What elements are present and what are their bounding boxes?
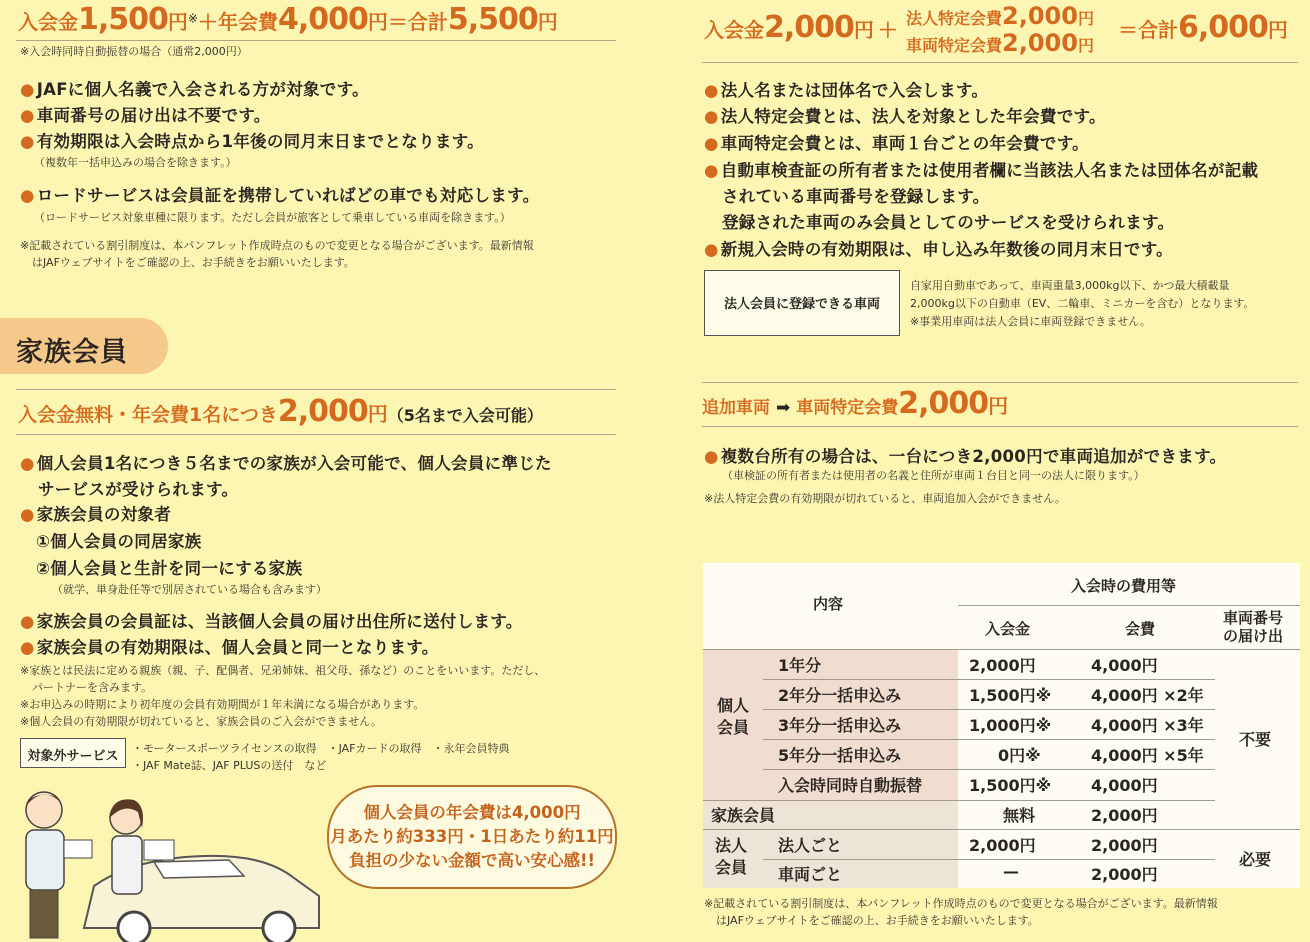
unit: 円 [1077,36,1094,55]
row-entry-fee: 2,000円 [969,836,1036,855]
arrow-icon: ➡ [776,398,791,418]
family-fee-label: 入会金無料・年会費1名につき [18,404,278,426]
personal-note-road: （ロードサービス対象車種に限ります。ただし会員が旅客として乗車している車両を除きます。） [34,211,511,224]
personal-note-multi-year: （複数年一括申込みの場合を除きます。） [34,156,237,169]
row-label: 3年分一括申込み [778,716,902,735]
bullet-text: 法人特定会費とは、法人を対象とした年会費です。 [720,107,1106,126]
divider [16,389,616,390]
label-annual-fee: ＋年会費 [197,10,278,34]
table-line [703,800,1215,801]
table-line [703,649,1300,650]
bullet-text: 有効期限は入会時点から1年後の同月末日までとなります。 [36,132,484,151]
row-entry-fee: — [1003,862,1019,881]
eligible-vehicle-text: 2,000kg以下の自動車（EV、二輪車、ミニカーを含む）となります。 [910,297,1255,310]
add-vehicle-note: （車検証の所有者または使用者の名義と住所が車両１台目と同一の法人に限ります。） [722,469,1145,482]
disclaimer: ※記載されている割引制度は、本パンフレット作成時点のもので変更となる場合がございます。最新情報 [20,239,534,252]
bullet-text: 自動車検査証の所有者または使用者欄に当該法人名または団体名が記載 [720,161,1259,180]
vehicle-fee-value: 2,000 [1002,29,1078,57]
th-vehicle-registration [1223,609,1283,645]
bullet-text: ロードサービスは会員証を携帯していればどの車でも対応します。 [36,186,540,205]
unit: 円 [1267,18,1288,42]
family-fee-value: 2,000 [277,394,368,429]
add-vehicle-note: ※法人特定会費の有効期限が切れていると、車両追加入会ができません。 [704,492,1066,505]
family-limit-note: （5名まで入会可能） [387,406,543,425]
corporate-bullet: ● 車両特定会費とは、車両１台ごとの年会費です。 [704,134,1089,153]
group-label: 会員 [715,858,748,877]
vehicle-fee-label: 車両特定会費 [906,36,1003,55]
asterisk-mark: ※ [187,11,198,26]
row-entry-fee: 2,000円 [969,656,1036,675]
value-entry-fee: 1,500 [78,2,168,37]
excluded-services-line: ・JAF Mate誌、JAF PLUSの送付 など [132,759,327,772]
th-vehicle-line: 車両番号 [1223,609,1284,627]
corp-fee-label: 法人特定会費 [906,9,1003,28]
section-title-family: 家族会員 [0,318,168,374]
family-bullet: ● 家族会員の会員証は、当該個人会員の届け出住所に送付します。 [20,612,523,631]
row-label: 車両ごと [778,865,843,884]
label-total: ＝合計 [387,10,448,34]
label-entry-fee: 入会金 [18,10,78,34]
row-annual-fee: 4,000円 ×2年 [1091,686,1204,705]
table-line [763,739,1215,740]
vehicle-required: 必要 [1239,850,1272,869]
unit: 円 [537,10,558,34]
unit: 円 [367,10,388,34]
eligible-vehicle-text: ※事業用車両は法人会員に車両登録できません。 [910,315,1151,328]
corporate-bullet: ● 自動車検査証の所有者または使用者欄に当該法人名または団体名が記載 [704,161,1259,180]
divider [702,426,1298,427]
bullet-text: JAFに個人名義で入会される方が対象です。 [36,80,369,99]
corporate-fee-line [704,10,898,45]
table-line [763,859,1215,860]
group-label: 法人 [715,836,748,855]
family-note: ※お申込みの時期により初年度の会員有効期間が１年未満になる場合があります。 [20,698,425,711]
row-annual-fee: 4,000円 [1091,776,1158,795]
personal-fee-note: ※入会時同時自動振替の場合（通常2,000円） [20,45,248,58]
family-item: ②個人会員と生計を同一にする家族 [36,559,303,578]
unit: 円 [853,18,874,42]
table-line [703,829,1300,830]
unit: 円 [988,394,1009,418]
bullet-text: 新規入会時の有効期限は、申し込み年数後の同月末日です。 [720,240,1173,259]
row-label: 1年分 [778,656,822,675]
table-line [763,679,1215,680]
group-label: 個人 [717,696,750,715]
row-label: 5年分一括申込み [778,746,902,765]
group-personal [717,695,749,739]
corporate-total [1118,10,1288,45]
unit: 円 [367,402,388,426]
add-vehicle-label: 追加車両 [702,398,770,418]
corporate-bullet: ● 新規入会時の有効期限は、申し込み年数後の同月末日です。 [704,240,1173,259]
people-car-illustration [14,778,334,942]
bubble-line: 負担の少ない金額で高い安心感!! [348,851,596,870]
vehicle-fee-value: 2,000 [898,386,989,421]
add-vehicle-bullet: ● 複数台所有の場合は、一台につき2,000円で車両追加ができます。 [704,447,1227,466]
row-annual-fee: 4,000円 ×5年 [1091,746,1204,765]
family-bullet: ● 家族会員の対象者 [20,505,172,524]
personal-bullet: ● 車両番号の届け出は不要です。 [20,106,271,125]
corporate-bullet: ● 法人名または団体名で入会します。 [704,81,989,100]
corp-fee-value: 2,000 [1002,2,1078,30]
group-label: 会員 [717,718,750,737]
corporate-bullet-cont: されている車両番号を登録します。 [722,187,990,206]
th-entry-fee: 入会金 [985,620,1031,638]
bullet-text: 車両番号の届け出は不要です。 [36,106,271,125]
bullet-text: 複数台所有の場合は、一台につき2,000円で車両追加ができます。 [720,447,1227,466]
family-fee-line [18,394,543,429]
family-bullet: ● 個人会員1名につき５名までの家族が入会可能で、個人会員に準じた [20,454,552,473]
disclaimer: はJAFウェブサイトをご確認の上、お手続きをお願いいたします。 [32,256,355,269]
row-label: 法人ごと [778,836,843,855]
bullet-text: 家族会員の有効期限は、個人会員と同一となります。 [36,638,439,657]
family-bullet-cont: サービスが受けられます。 [38,480,239,499]
table-line [763,709,1215,710]
corporate-bullet-cont: 登録された車両のみ会員としてのサービスを受けられます。 [722,213,1175,232]
disclaimer: はJAFウェブサイトをご確認の上、お手続きをお願いいたします。 [716,914,1039,927]
th-content: 内容 [813,595,844,613]
bullet-text: 車両特定会費とは、車両１台ごとの年会費です。 [720,134,1089,153]
value-total: 6,000 [1178,10,1268,45]
vehicle-not-required: 不要 [1239,730,1272,749]
table-line [958,605,1300,606]
table-line [763,769,1215,770]
row-entry-fee: 1,500円※ [969,776,1052,795]
row-annual-fee: 2,000円 [1091,865,1158,884]
personal-fee-line [18,2,558,37]
bullet-text: 個人会員1名につき５名までの家族が入会可能で、個人会員に準じた [36,454,552,473]
bullet-text: 家族会員の会員証は、当該個人会員の届け出住所に送付します。 [36,612,523,631]
value-entry-fee: 2,000 [764,10,854,45]
row-label: 家族会員 [711,806,776,825]
bubble-line: 月あたり約333円・1日あたり約11円 [330,827,614,846]
eligible-vehicle-text: 自家用自動車であって、車両重量3,000kg以下、かつ最大積載量 [910,279,1230,292]
row-label: 入会時同時自動振替 [778,776,923,795]
label-total: ＝合計 [1118,18,1178,42]
divider [16,434,616,435]
plus: ＋ [877,18,898,42]
row-annual-fee: 2,000円 [1091,836,1158,855]
family-bullet: ● 家族会員の有効期限は、個人会員と同一となります。 [20,638,439,657]
row-annual-fee: 4,000円 ×3年 [1091,716,1204,735]
bullet-text: 家族会員の対象者 [36,505,172,524]
row-annual-fee: 2,000円 [1091,806,1158,825]
value-total: 5,500 [447,2,538,37]
bubble-line: 個人会員の年会費は4,000円 [363,803,581,822]
eligible-vehicle-label: 法人会員に登録できる車両 [704,270,900,336]
row-annual-fee: 4,000円 [1091,656,1158,675]
row-entry-fee: 1,000円※ [969,716,1052,735]
fee-bubble [327,785,617,889]
th-cost: 入会時の費用等 [1071,577,1177,595]
excluded-services-line: ・モータースポーツライセンスの取得 ・JAFカードの取得 ・永年会員特典 [132,742,510,755]
additional-vehicle-line [702,386,1008,421]
divider [702,62,1298,63]
label-entry-fee: 入会金 [704,18,764,42]
row-entry-fee: 0円※ [998,746,1041,765]
row-entry-fee: 1,500円※ [969,686,1052,705]
fee-table [703,563,1300,888]
family-note: パートナーを含みます。 [32,681,153,694]
row-entry-fee: 無料 [1003,806,1036,825]
family-item-note: （就学、単身赴任等で別居されている場合も含みます） [52,583,327,596]
th-annual-fee: 会費 [1125,620,1156,638]
personal-bullet: ● ロードサービスは会員証を携帯していればどの車でも対応します。 [20,186,540,205]
vehicle-fee-label: 車両特定会費 [796,398,899,418]
divider [702,382,1298,383]
family-note: ※個人会員の有効期限が切れていると、家族会員のご入会ができません。 [20,715,382,728]
personal-bullet: ● 有効期限は入会時点から1年後の同月末日までとなります。 [20,132,484,151]
group-corporate [715,835,747,879]
row-label: 2年分一括申込み [778,686,902,705]
unit: 円 [167,10,188,34]
family-item: ①個人会員の同居家族 [36,532,202,551]
excluded-services-label: 対象外サービス [20,738,126,768]
personal-bullet: ● JAFに個人名義で入会される方が対象です。 [20,80,369,99]
divider [16,40,616,41]
disclaimer: ※記載されている割引制度は、本パンフレット作成時点のもので変更となる場合がございます。最新情報 [704,897,1218,910]
bullet-text: 法人名または団体名で入会します。 [720,81,989,100]
corporate-fee-stack [906,4,1094,58]
value-annual-fee: 4,000 [277,2,368,37]
left-page [0,0,640,942]
unit: 円 [1077,9,1094,28]
corporate-bullet: ● 法人特定会費とは、法人を対象とした年会費です。 [704,107,1106,126]
family-note: ※家族とは民法に定める親族（親、子、配偶者、兄弟姉妹、祖父母、孫など）のことをいいます。ただし、 [20,664,546,677]
th-vehicle-line: の届け出 [1223,627,1284,645]
